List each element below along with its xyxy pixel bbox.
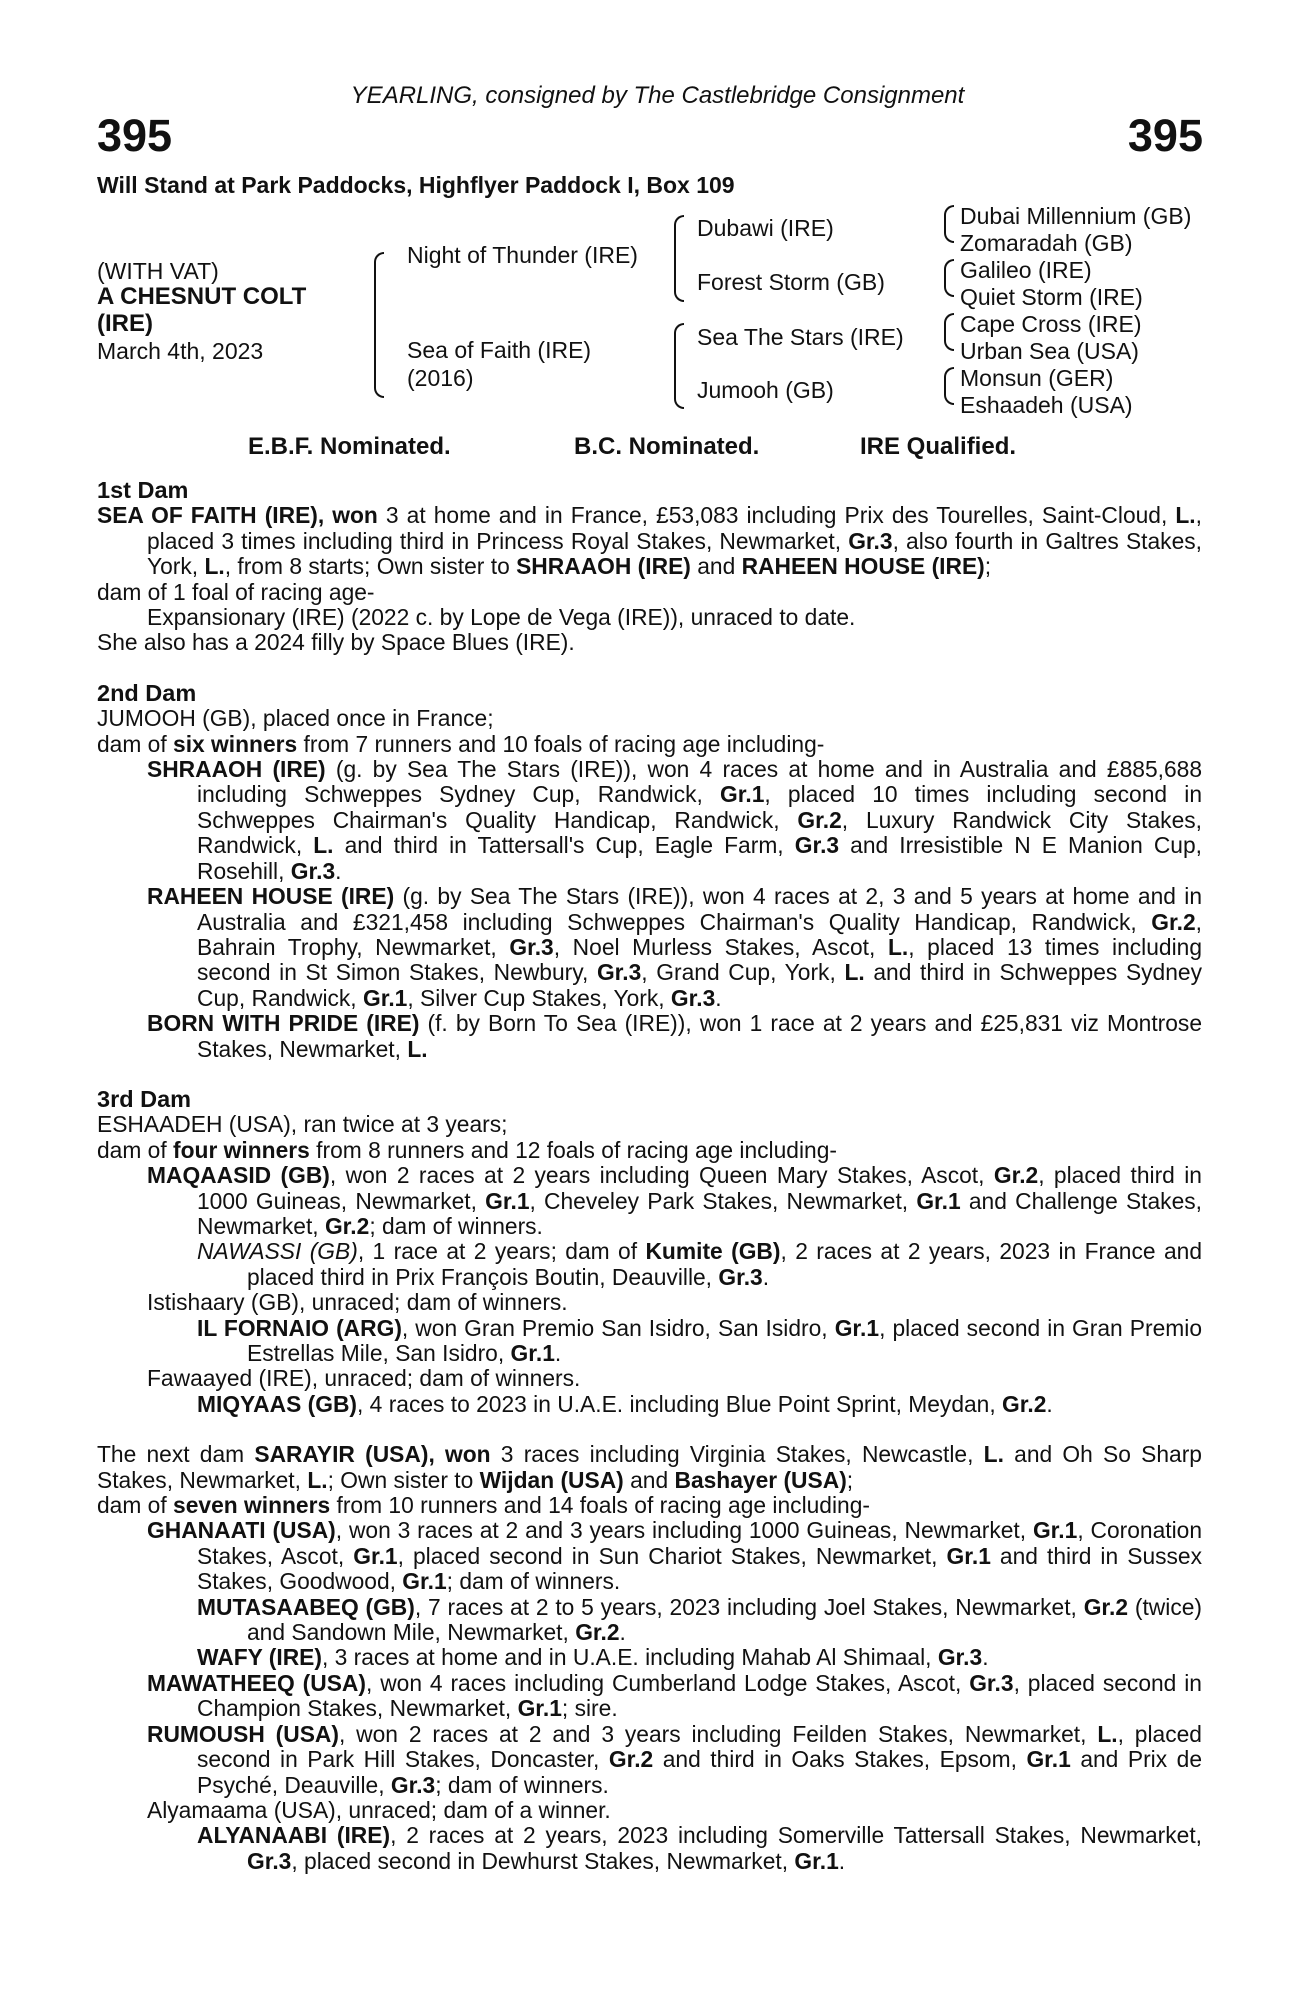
pedigree-dam-sire: Sea The Stars (IRE) [697, 324, 904, 350]
pedigree-g3-5: Cape Cross (IRE) [960, 311, 1142, 337]
pedigree-g3-8: Eshaadeh (USA) [960, 392, 1133, 418]
pedigree-brace-main [374, 252, 384, 398]
venue-line: Will Stand at Park Paddocks, Highflyer Paddock I, Box 109 [97, 172, 735, 198]
pedigree-dam-dam: Jumooh (GB) [697, 377, 834, 403]
nomination-ebf: E.B.F. Nominated. [248, 433, 451, 460]
next-dam-record: The next dam SARAYIR (USA), won 3 races including Virginia Stakes, Newcastle, L. and Oh So Sharp Stakes, Newmarket, L.; Own sister to Wijdan (USA) and Bashayer (USA); [97, 1441, 1202, 1493]
lot-number-right: 395 [1127, 110, 1203, 161]
catalogue-body [97, 478, 1202, 1874]
pedigree-sire: Night of Thunder (IRE) [407, 242, 638, 268]
first-dam-note: She also has a 2024 filly by Space Blues (IRE). [97, 629, 575, 656]
pedigree-g3-3: Galileo (IRE) [960, 257, 1092, 283]
next-dam-produce-summary: dam of seven winners from 10 runners and 14 foals of racing age including- [97, 1492, 871, 1519]
pedigree-brace-sire [674, 215, 684, 302]
produce-rumoush: RUMOUSH (USA), won 2 races at 2 and 3 years including Feilden Stakes, Newmarket, L., placed second in Park Hill Stakes, Doncaster, Gr.2 and third in Oaks Stakes, Epsom, Gr.1 and Prix de Psyché, Deauville, Gr.3; dam of winners. [147, 1720, 1202, 1798]
pedigree-dam-year: (2016) [407, 365, 474, 391]
pedigree-g3-4: Quiet Storm (IRE) [960, 284, 1143, 310]
pedigree-brace-g3a [944, 205, 954, 243]
lot-number-left: 395 [97, 110, 173, 161]
produce-ghanaati: GHANAATI (USA), won 3 races at 2 and 3 years including 1000 Guineas, Newmarket, Gr.1, Coronation Stakes, Ascot, Gr.1, placed second in Sun Chariot Stakes, Newmarket, Gr.1 and third in Sussex Stakes, Goodwood, Gr.1; dam of winners. [147, 1517, 1203, 1595]
pedigree-sire-dam: Forest Storm (GB) [697, 269, 885, 295]
page-subtitle: YEARLING, consigned by The Castlebridge Consignment [350, 82, 965, 109]
first-dam-record: SEA OF FAITH (IRE), won 3 at home and in France, £53,083 including Prix des Tourelles, Saint-Cloud, L., placed 3 times including third in Princess Royal Stakes, Newmarket, Gr.3, also fourth in Galtres Stakes, York, L., from 8 starts; Own sister to SHRAAOH (IRE) and RAHEEN HOUSE (IRE); [97, 502, 1202, 580]
horse-country: (IRE) [97, 310, 153, 337]
produce-nawassi: NAWASSI (GB), 1 race at 2 years; dam of Kumite (GB), 2 races at 2 years, 2023 in France and placed third in Prix François Boutin, Deauville, Gr.3. [197, 1238, 1202, 1290]
pedigree-brace-g3b [944, 259, 954, 297]
produce-alyanaabi: ALYANAABI (IRE), 2 races at 2 years, 2023 including Somerville Tattersall Stakes, Newmarket, Gr.3, placed second in Dewhurst Stakes, Newmarket, Gr.1. [197, 1822, 1203, 1874]
first-dam-heading: 1st Dam [97, 477, 189, 503]
produce-maqaasid: MAQAASID (GB), won 2 races at 2 years including Queen Mary Stakes, Ascot, Gr.2, placed third in 1000 Guineas, Newmarket, Gr.1, Cheveley Park Stakes, Newmarket, Gr.1 and Challenge Stakes, Newmarket, Gr.2; dam of winners. [147, 1162, 1202, 1239]
pedigree-g3-6: Urban Sea (USA) [960, 338, 1139, 364]
produce-raheen-house: RAHEEN HOUSE (IRE) (g. by Sea The Stars (IRE)), won 4 races at 2, 3 and 5 years at home and in Australia and £321,458 including Schweppes Chairman's Quality Handicap, Randwick, Gr.2, Bahrain Trophy, Newmarket, Gr.3, Noel Murless Stakes, Ascot, L., placed 13 times including second in St Simon Stakes, Newbury, Gr.3, Grand Cup, York, L. and third in Schweppes Sydney Cup, Randwick, Gr.1, Silver Cup Stakes, York, Gr.3. [147, 883, 1202, 1011]
produce-mutasaabeq: MUTASAABEQ (GB), 7 races at 2 to 5 years, 2023 including Joel Stakes, Newmarket, Gr.2 (twice) and Sandown Mile, Newmarket, Gr.2. [197, 1593, 1202, 1646]
produce-fawaayed: Fawaayed (IRE), unraced; dam of winners. [147, 1365, 581, 1392]
nomination-bc: B.C. Nominated. [574, 433, 760, 460]
second-dam-produce-summary: dam of six winners from 7 runners and 10 foals of racing age including- [97, 730, 825, 757]
third-dam-record: ESHAADEH (USA), ran twice at 3 years; [97, 1111, 508, 1138]
nomination-ire: IRE Qualified. [860, 433, 1017, 460]
second-dam-record: JUMOOH (GB), placed once in France; [97, 705, 494, 732]
pedigree-g3-2: Zomaradah (GB) [960, 230, 1133, 256]
pedigree-brace-g3d [944, 367, 954, 405]
produce-istishaary: Istishaary (GB), unraced; dam of winners. [147, 1289, 568, 1316]
second-dam-heading: 2nd Dam [97, 679, 197, 706]
pedigree-dam: Sea of Faith (IRE) [407, 337, 592, 363]
horse-dob: March 4th, 2023 [97, 338, 264, 364]
produce-mawatheeq: MAWATHEEQ (USA), won 4 races including Cumberland Lodge Stakes, Ascot, Gr.3, placed second in Champion Stakes, Newmarket, Gr.1; sire. [147, 1669, 1202, 1722]
produce-il-fornaio: IL FORNAIO (ARG), won Gran Premio San Isidro, San Isidro, Gr.1, placed second in Gran Premio Estrellas Mile, San Isidro, Gr.1. [197, 1314, 1202, 1366]
pedigree-sire-sire: Dubawi (IRE) [697, 215, 834, 241]
pedigree-brace-dam [674, 323, 684, 409]
produce-born-with-pride: BORN WITH PRIDE (IRE) (f. by Born To Sea (IRE)), won 1 race at 2 years and £25,831 viz Montrose Stakes, Newmarket, L. [147, 1010, 1203, 1062]
first-dam-foals: dam of 1 foal of racing age- [97, 578, 375, 605]
vat-note: (WITH VAT) [97, 258, 219, 284]
produce-miqyaas: MIQYAAS (GB), 4 races to 2023 in U.A.E. including Blue Point Sprint, Meydan, Gr.2. [197, 1390, 1053, 1417]
third-dam-produce-summary: dam of four winners from 8 runners and 12 foals of racing age including- [97, 1136, 837, 1163]
horse-name: A CHESNUT COLT [97, 283, 307, 310]
pedigree-g3-7: Monsun (GER) [960, 365, 1114, 391]
first-dam-produce: Expansionary (IRE) (2022 c. by Lope de Vega (IRE)), unraced to date. [147, 604, 856, 631]
produce-shraaoh: SHRAAOH (IRE) (g. by Sea The Stars (IRE)), won 4 races at home and in Australia and £885,688 including Schweppes Sydney Cup, Randwick, Gr.1, placed 10 times including second in Schweppes Chairman's Quality Handicap, Randwick, Gr.2, Luxury Randwick City Stakes, Randwick, L. and third in Tattersall's Cup, Eagle Farm, Gr.3 and Irresistible N E Manion Cup, Rosehill, Gr.3. [147, 756, 1202, 884]
pedigree-brace-g3c [944, 313, 954, 351]
produce-alyamaama: Alyamaama (USA), unraced; dam of a winner. [147, 1796, 611, 1823]
produce-wafy: WAFY (IRE), 3 races at home and in U.A.E. including Mahab Al Shimaal, Gr.3. [197, 1644, 989, 1671]
pedigree-g3-1: Dubai Millennium (GB) [960, 203, 1192, 229]
third-dam-heading: 3rd Dam [97, 1085, 192, 1112]
